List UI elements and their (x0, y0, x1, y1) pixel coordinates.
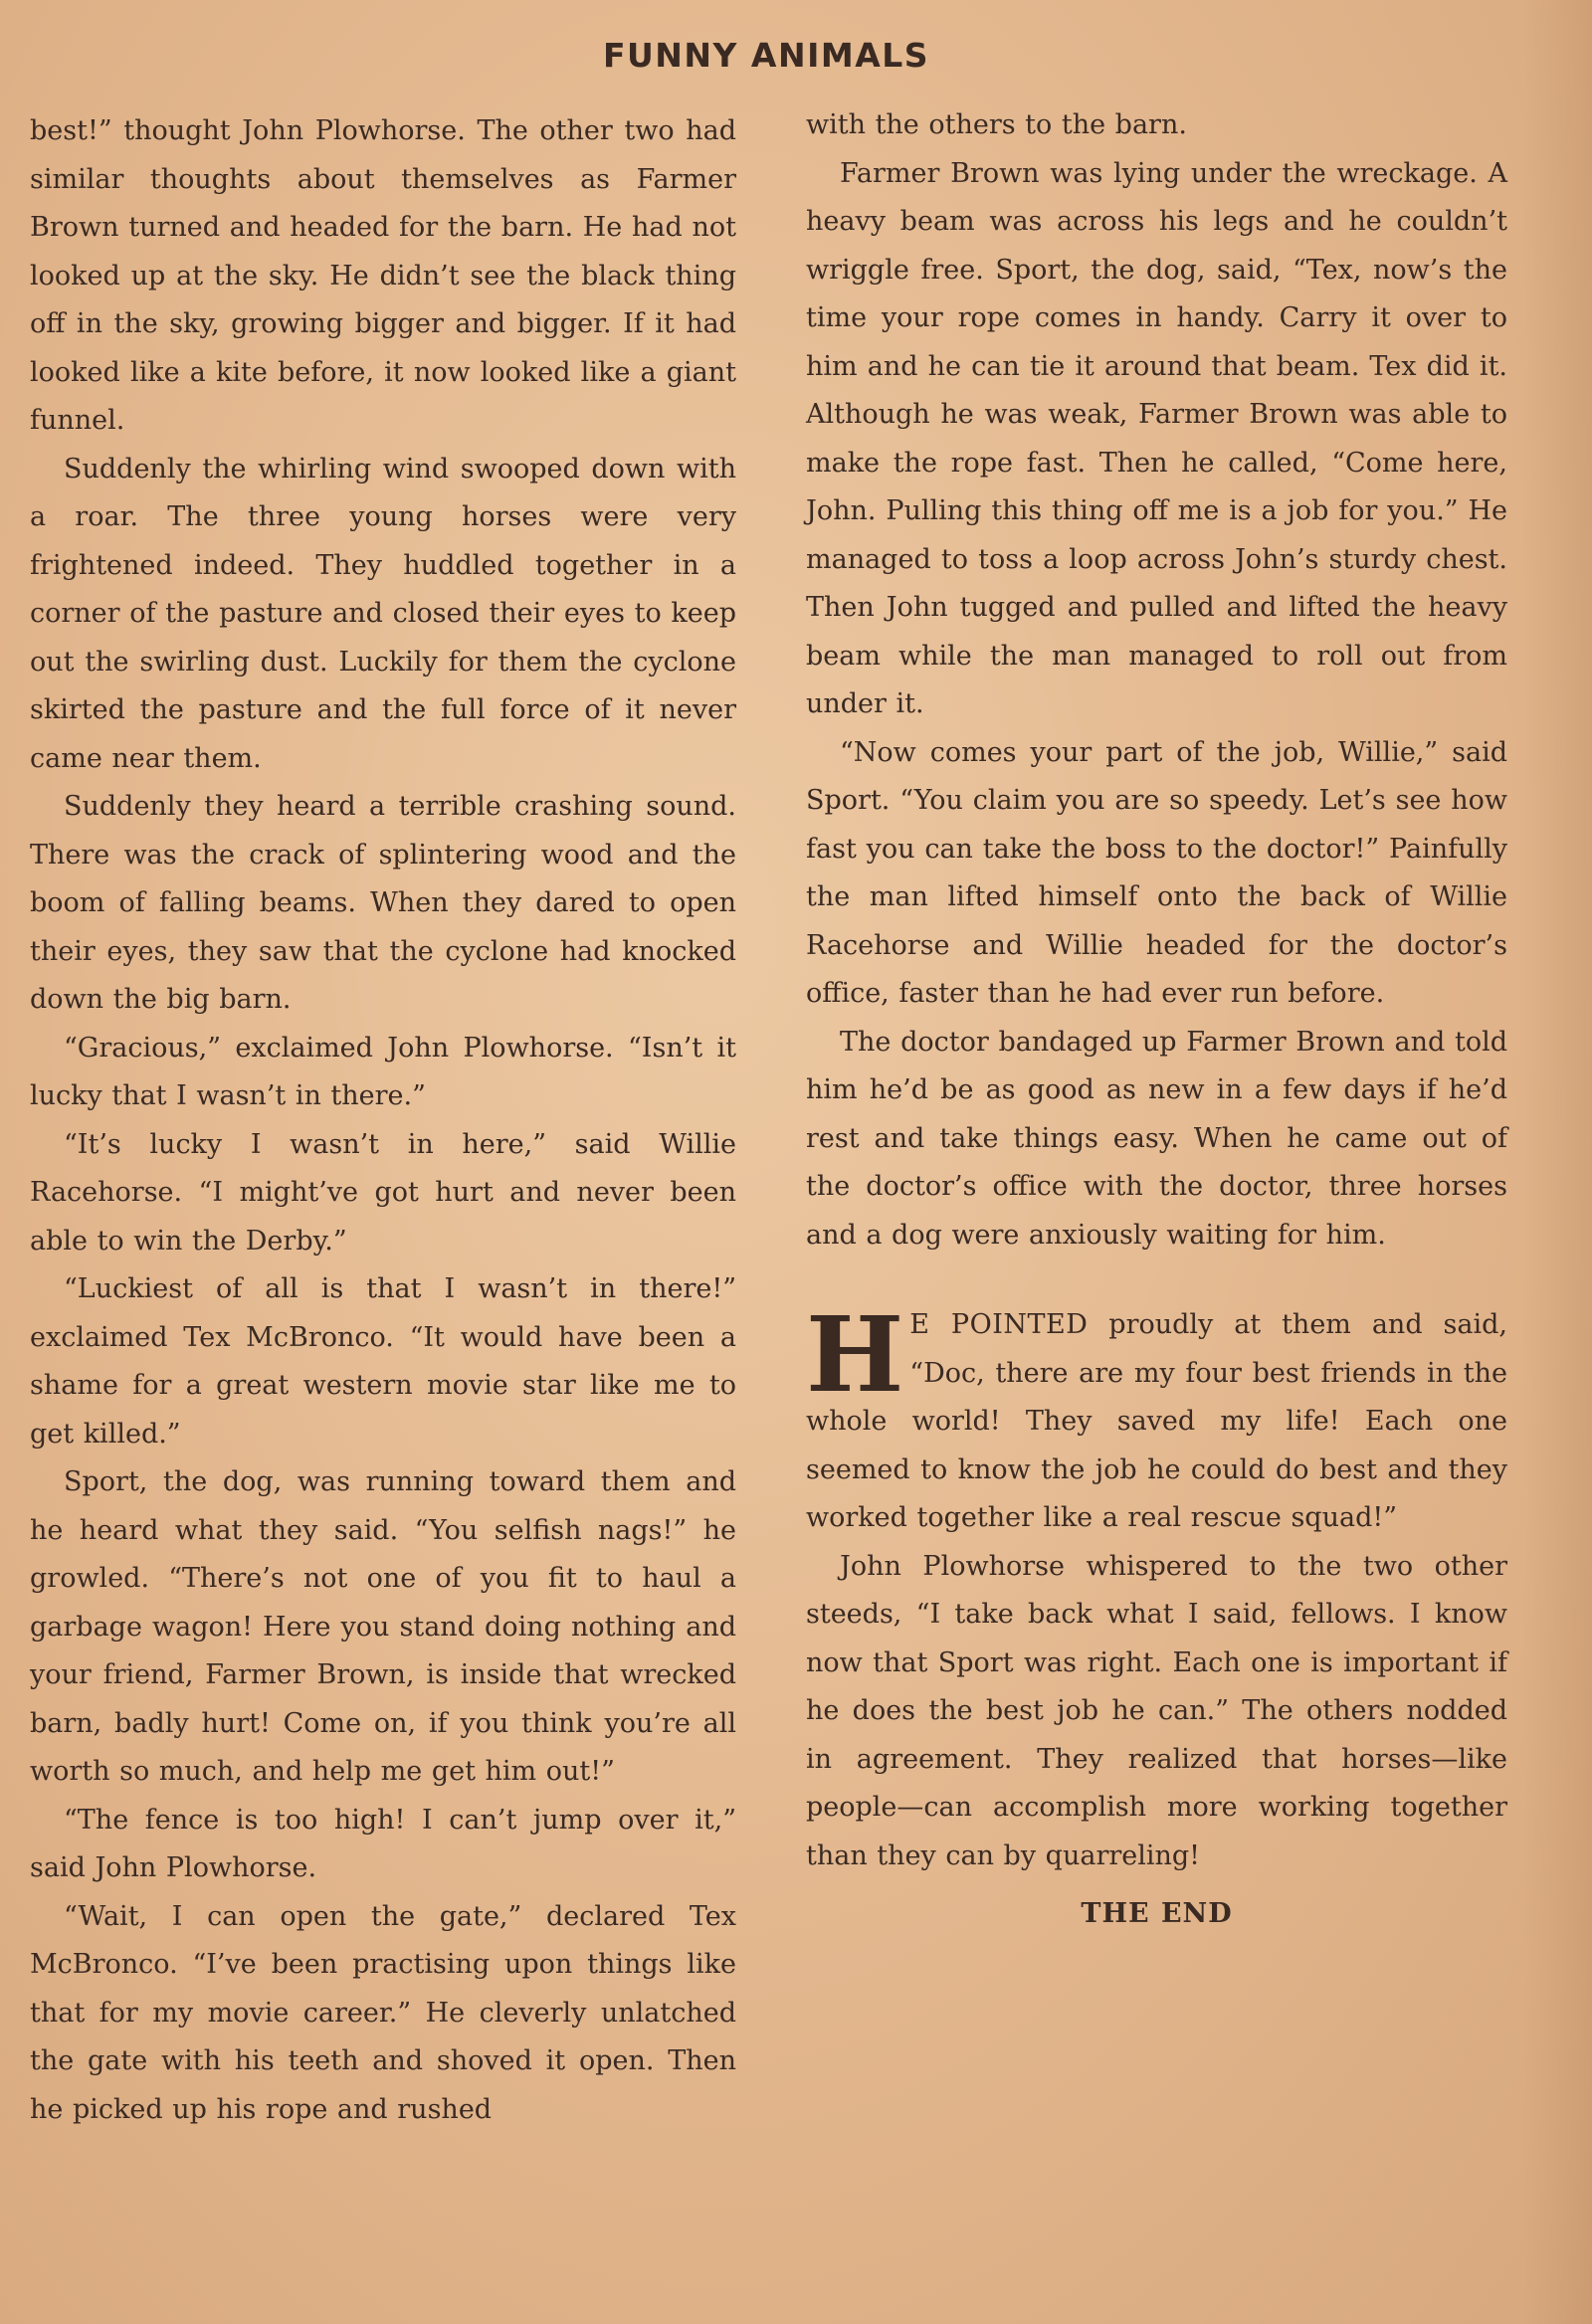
page-edge-shadow (1522, 0, 1592, 2324)
story-paragraph: best!” thought John Plowhorse. The other two had similar thoughts about themselves as Farmer Brown turned and headed for the barn. He had not looked up at the sky. He didn’t see the black thing off in the sky, growing bigger and bigger. If it had looked like a kite before, it now looked like a giant funnel. (30, 115, 736, 436)
story-paragraph: Suddenly they heard a terrible crashing sound. There was the crack of splintering wood and the boom of falling beams. When they dared to open their eyes, they saw that the cyclone had knocked down the big barn. (30, 791, 736, 1015)
story-paragraph: Sport, the dog, was running toward them and he heard what they said. “You selfish nags!” he growled. “There’s not one of you fit to haul a garbage wagon! Here you stand doing nothing and your friend, Farmer Brown, is inside that wrecked barn, badly hurt! Come on, if you think you’re all worth so much, and help me get him out!” (30, 1466, 736, 1787)
closing-paragraph: John Plowhorse whispered to the two other steeds, “I take back what I said, fellows. I know now that Sport was right. Each one is important if he does the best job he can.” The others nodded in agreement. They realized that horses—like people—can accomplish more working together than they can by quarreling! (806, 1550, 1507, 1871)
dropcap-paragraph (806, 1293, 1507, 1543)
dropcap-letter: H (806, 1293, 904, 1416)
right-column (806, 101, 1507, 1939)
story-paragraph: “Wait, I can open the gate,” declared Tex McBronco. “I’ve been practising upon things like that for my movie career.” He cleverly unlatched the gate with his teeth and shoved it open. Then he picked up his rope and rushed (30, 1900, 736, 2125)
story-paragraph: Farmer Brown was lying under the wreckage. A heavy beam was across his legs and he couldn’t wriggle free. Sport, the dog, said, “Tex, now’s the time your rope comes in handy. Carry it over to him and he can tie it around that beam. Tex did it. Although he was weak, Farmer Brown was able to make the rope fast. Then he called, “Come here, John. Pulling this thing off me is a job for you.” He managed to toss a loop across John’s sturdy chest. Then John tugged and pulled and lifted the heavy beam while the man managed to roll out from under it. (806, 157, 1507, 719)
dropcap-lead: E POINTED (909, 1309, 1089, 1340)
left-column (30, 107, 736, 2134)
story-paragraph: with the others to the barn. (806, 109, 1187, 140)
story-paragraph: The doctor bandaged up Farmer Brown and told him he’d be as good as new in a few days if he’d rest and take things easy. When he came out of the doctor’s office with the doctor, three horses and a dog were anxiously waiting for him. (806, 1026, 1507, 1251)
story-paragraph: “Luckiest of all is that I wasn’t in there!” exclaimed Tex McBronco. “It would have been a shame for a great western movie star like me to get killed.” (30, 1273, 736, 1450)
story-paragraph: “The fence is too high! I can’t jump over it,” said John Plowhorse. (30, 1804, 736, 1883)
the-end-label: THE END (1081, 1898, 1233, 1929)
story-paragraph: “Now comes your part of the job, Willie,” said Sport. “You claim you are so speedy. Let’s see how fast you can take the boss to the doctor!” Painfully the man lifted himself onto the back of Willie Racehorse and Willie headed for the doctor’s office, faster than he had ever run before. (806, 736, 1507, 1009)
story-paragraph: “It’s lucky I wasn’t in here,” said Willie Racehorse. “I might’ve got hurt and never been able to win the Derby.” (30, 1128, 736, 1257)
page-header-title: FUNNY ANIMALS (602, 36, 930, 75)
story-paragraph: “Gracious,” exclaimed John Plowhorse. “Isn’t it lucky that I wasn’t in there.” (30, 1032, 736, 1111)
dropcap-rest: proudly at them and said, “Doc, there are my four best friends in the whole world! They saved my life! Each one seemed to know the job he could do best and they worked together like a real rescue squad!” (806, 1309, 1507, 1533)
story-paragraph: Suddenly the whirling wind swooped down with a roar. The three young horses were very frightened indeed. They huddled together in a corner of the pasture and closed their eyes to keep out the swirling dust. Luckily for them the cyclone skirted the pasture and the full force of it never came near them. (30, 453, 736, 774)
